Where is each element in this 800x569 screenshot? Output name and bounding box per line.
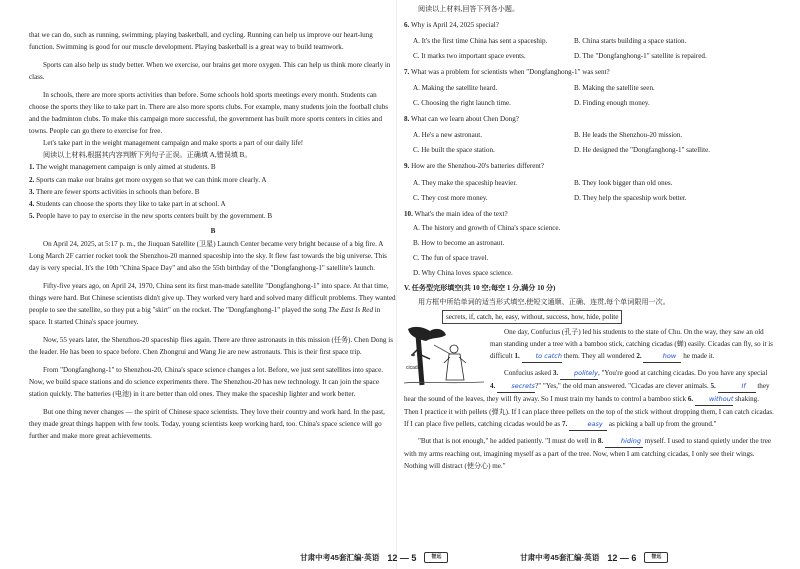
option: D. The "Dongfanghong-1" satellite is repaired. bbox=[574, 52, 707, 61]
brand-logo: 智远 bbox=[644, 552, 668, 563]
question-7: 7. What was a problem for scientists when "Dongfanghong-1" was sent? A. Making the satellite heard. B. Making the satellite seen. C. Choosing the right launch time. D. Finding enough money. bbox=[404, 66, 774, 109]
footer-left bbox=[300, 552, 448, 563]
option: D. He designed the "Dongfanghong-1" satellite. bbox=[574, 146, 711, 155]
paragraph: Fifty-five years ago, on April 24, 1970, China sent its first man-made satellite "Dongfanghong-1" into space. At that time, things were hard. But Chinese scientists didn't give up. They worked very hard and solved many difficult problems. They wanted people to see the satellite, so they put a big "skirt" on the rocket. The "Dongfanghong-1" played the song The East Is Red in space. It started China's space journey. bbox=[29, 281, 396, 327]
page-number: 12 — 5 bbox=[387, 552, 417, 563]
tf-item: 1. The weight management campaign is only aimed at students. B bbox=[29, 163, 216, 172]
option: A. Making the satellite heard. bbox=[413, 84, 498, 93]
paragraph: "But that is not enough," he added patiently. "I must do well in 8. hiding myself. I used to stand quietly under the tree with my arms reaching out, imagining myself as a part of the tree. Now, when I am catching cicadas, I only see their wings. Nothing will distract (使分心) me." bbox=[404, 437, 772, 471]
paragraph: Now, 55 years later, the Shenzhou-20 spaceship flies again. There are three astronauts in this mission (任务). Chen Dong is the leader. He has been to space before. Chen Zhongrui and Wang Jie are new astronauts. This is their first space trip. bbox=[29, 336, 393, 357]
instruction: 用方框中所给单词的适当形式填空,使短文通顺、正确、连贯,每个单词限用一次。 bbox=[418, 297, 670, 306]
paragraph: that we can do, such as running, swimming, playing basketball, and cycling. Running can help us improve our heart-lung function. Swimming is good for our muscle development. Playing basketball is a great way to build teamwork. bbox=[29, 31, 373, 52]
question-10: 10. What's the main idea of the text? A. The history and growth of China's space science. B. How to become an astronaut. C. The fun of space travel. D. Why China loves space science. bbox=[404, 208, 774, 279]
paragraph: In schools, there are more sports activities than before. Some schools hold sports meetings every month. Students can choose the sports they like to take part in. There are also more sports clubs. For example, many students join the football clubs and the badminton clubs. To make this campaign more successful, the government has built more sports centers in cities and towns. People can go there to exercise for free. bbox=[29, 91, 389, 136]
option: B. Making the satellite seen. bbox=[574, 84, 655, 93]
option: C. The fun of space travel. bbox=[413, 253, 489, 262]
paragraph: Confucius asked 3. politely, "You're good at catching cicadas. Do you have any special 4. secrets?" "Yes," the old man answered. "Cicadas are clever animals. 5. If they hear the sound of the leaves, they will fly away. So I must train my hands to control a bamboo stick 6. without shaking. Then I practice it with pellets (弹丸). If I can place three pellets on the top of the stick without dropping them, I can catch cicadas. If I can place five pellets, catching cicadas would be as 7. easy as picking a ball up from the ground." bbox=[404, 367, 774, 431]
instruction: 阅读以上材料,根据其内容判断下列句子正误。正确填 A,错误填 B。 bbox=[43, 151, 252, 160]
footer-title: 甘肃中考45套汇编·英语 bbox=[300, 553, 380, 562]
option: B. He leads the Shenzhou-20 mission. bbox=[574, 131, 683, 140]
option: B. How to become an astronaut. bbox=[413, 238, 505, 247]
tf-item: 4. Students can choose the sports they like to take part in at school. A bbox=[29, 199, 226, 208]
answer-1: to catch bbox=[535, 352, 562, 361]
instruction: 阅读以上材料,回答下列各小题。 bbox=[418, 5, 520, 13]
option: C. They cost more money. bbox=[413, 193, 488, 202]
option: D. Why China loves space science. bbox=[413, 268, 513, 277]
question-8: 8. What can we learn about Chen Dong? A. He's a new astronaut. B. He leads the Shenzhou-20 mission. C. He built the space station. D. He designed the "Dongfanghong-1" satellite. bbox=[404, 113, 774, 156]
answer-8: hiding bbox=[620, 437, 641, 446]
answer-7: easy bbox=[587, 420, 603, 429]
footer-title: 甘肃中考45套汇编·英语 bbox=[520, 553, 600, 562]
cloze-passage bbox=[404, 326, 774, 473]
section-heading-5: V. 任务型完形填空(共 10 空;每空 1 分,满分 10 分) bbox=[404, 283, 556, 292]
option: A. The history and growth of China's space science. bbox=[413, 223, 561, 232]
answer-5: If bbox=[741, 382, 746, 391]
footer-right bbox=[520, 552, 668, 563]
picture-label: cicadas bbox=[406, 364, 423, 371]
option: C. Choosing the right launch time. bbox=[413, 99, 511, 108]
option: D. They help the spaceship work better. bbox=[574, 193, 687, 202]
option: C. He built the space station. bbox=[413, 146, 495, 155]
tf-item: 3. There are fewer sports activities in schools than before. B bbox=[29, 187, 200, 196]
right-page bbox=[404, 0, 774, 473]
confucius-illustration bbox=[404, 325, 484, 387]
option: A. They make the spaceship heavier. bbox=[413, 178, 518, 187]
tf-item: 2. Sports can make our brains get more oxygen so that we can think more clearly. A bbox=[29, 175, 267, 184]
true-false-list bbox=[29, 161, 397, 221]
paragraph: Sports can also help us study better. When we exercise, our brains get more oxygen. This can help us think more clearly in class. bbox=[29, 61, 391, 82]
left-page bbox=[29, 0, 397, 442]
option: B. They look bigger than old ones. bbox=[574, 178, 673, 187]
question-6: 6. Why is April 24, 2025 special? A. It's the first time China has sent a spaceship. B. China starts building a space station. C. It marks two important space events. D. The "Dongfanghong-1" satellite is repaired. bbox=[404, 19, 774, 62]
section-heading-b: B bbox=[210, 226, 216, 235]
paragraph: Let's take part in the weight management campaign and make sports a part of our daily life! bbox=[43, 139, 304, 148]
option: C. It marks two important space events. bbox=[413, 52, 526, 61]
paragraph: From "Dongfanghong-1" to Shenzhou-20, China's space science changes a lot. Before, we just sent satellites into space. Now, we build space stations and do science experiments there. The Shenzhou-20 has new technology. It can join the space station quickly. The batteries (电池) in it are better than old ones. They make the spaceship lighter and work better. bbox=[29, 366, 383, 399]
word-bank: secrets, if, catch, he, easy, without, success, how, hide, polite bbox=[442, 310, 622, 324]
paragraph: One day, Confucius (孔子) led his students to the state of Chu. On the way, they saw an old man standing under a tree with a bamboo stick, catching cicadas (蝉) easily. Cicadas can fly, so it is difficult 1. to catch them. They all wondered 2. how he made it. bbox=[404, 326, 774, 363]
option: B. China starts building a space station. bbox=[574, 37, 687, 46]
answer-2: how bbox=[662, 352, 677, 361]
answer-4: secrets bbox=[511, 382, 535, 391]
page-number: 12 — 6 bbox=[607, 552, 637, 563]
answer-3: politely bbox=[574, 369, 598, 378]
option: A. It's the first time China has sent a spaceship. bbox=[413, 37, 548, 46]
answer-6: without bbox=[708, 395, 734, 404]
option: A. He's a new astronaut. bbox=[413, 131, 483, 140]
question-9: 9. How are the Shenzhou-20's batteries different? A. They make the spaceship heavier. B. They look bigger than old ones. C. They cost more money. D. They help the spaceship work better. bbox=[404, 160, 774, 203]
paragraph: But one thing never changes — the spirit of Chinese space scientists. They love their country and work hard. In the past, they made great things happen with few tools. Today, young scientists keep working hard, too. China's space science will go further and make more great achievements. bbox=[29, 408, 385, 441]
paragraph: On April 24, 2025, at 5:17 p. m., the Jiuquan Satellite (卫星) Launch Center became very bright because of a big fire. A Long March 2F carrier rocket took the Shenzhou-20 manned spaceship into the sky. It flew fast towards the big universe. This day is very special. It's the 10th "China Space Day" and also the 55th birthday of the "Dongfanghong-1" satellite's launch. bbox=[29, 239, 387, 272]
brand-logo: 智远 bbox=[424, 552, 448, 563]
option: D. Finding enough money. bbox=[574, 99, 650, 108]
tf-item: 5. People have to pay to exercise in the new sports centers built by the government. B bbox=[29, 211, 273, 220]
